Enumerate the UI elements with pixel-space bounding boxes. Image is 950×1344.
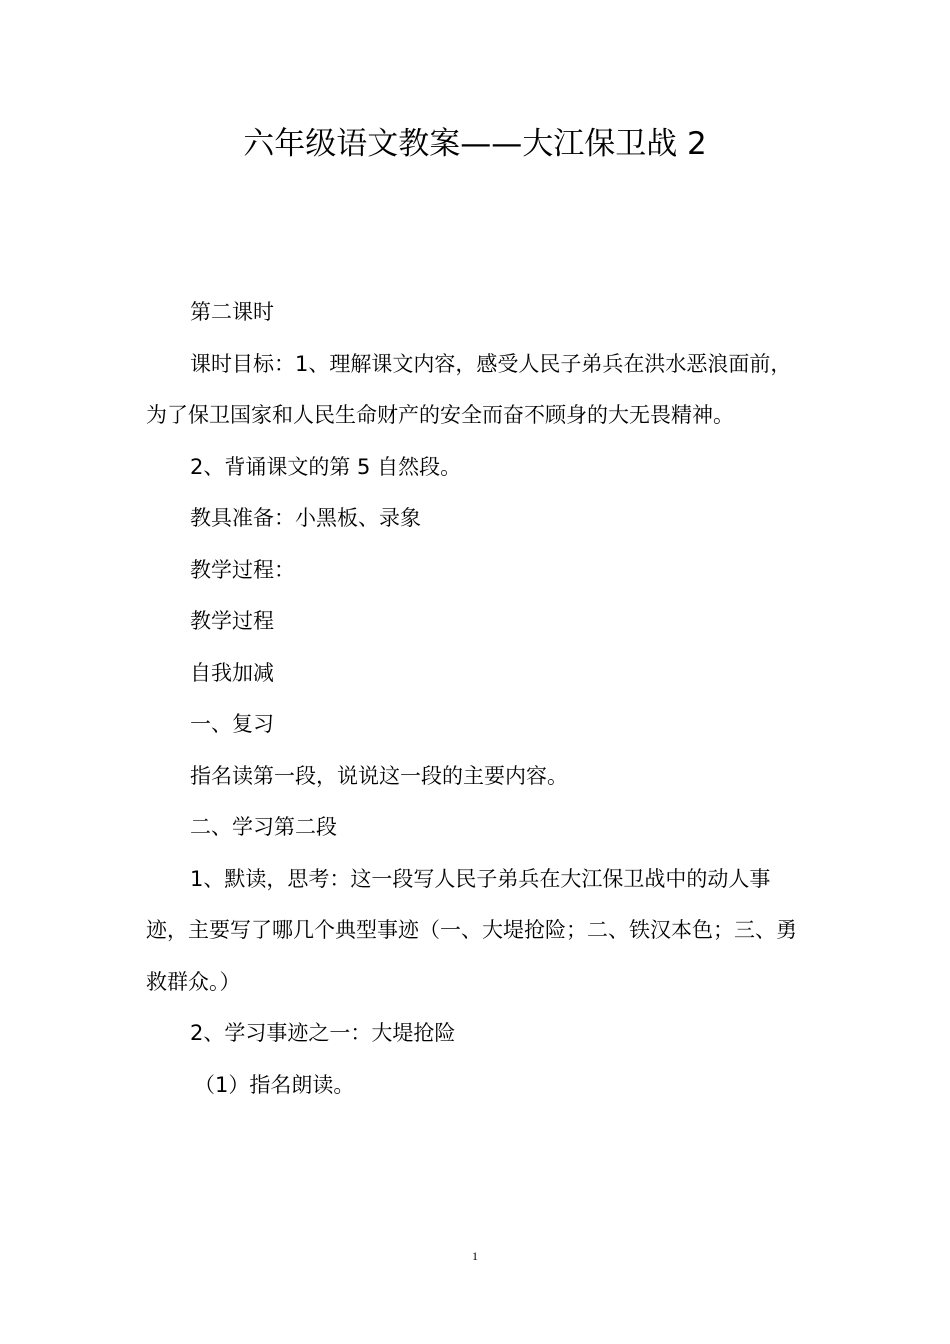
- page-number: 1: [472, 1249, 478, 1263]
- paragraph-lesson-period: 第二课时: [190, 300, 274, 324]
- paragraph-self-adjust: 自我加减: [190, 660, 274, 685]
- paragraph-lesson-goal-2: 2、背诵课文的第 5 自然段。: [190, 454, 462, 479]
- paragraph-silent-reading: 1、默读，思考：这一段写人民子弟兵在大江保卫战中的动人事迹，主要写了哪几个典型事迹（一、大堤抢险；二、铁汉本色；三、勇救群众。）: [146, 866, 797, 994]
- paragraph-section-two-heading: 二、学习第二段: [190, 815, 337, 839]
- paragraph-review-task: 指名读第一段，说说这一段的主要内容。: [190, 763, 568, 788]
- paragraph-teaching-process: 教学过程: [190, 609, 274, 633]
- paragraph-lesson-goal-1: 课时目标：1、理解课文内容，感受人民子弟兵在洪水恶浪面前，为了保卫国家和人民生命财产的安全而奋不顾身的大无畏精神。: [146, 351, 792, 427]
- paragraph-review-heading: 一、复习: [190, 712, 274, 736]
- document-title: 六年级语文教案——大江保卫战 2: [243, 126, 707, 162]
- paragraph-teaching-aids: 教具准备：小黑板、录象: [190, 506, 421, 530]
- document-body: [146, 287, 810, 1111]
- paragraph-teaching-process-label: 教学过程：: [190, 557, 295, 582]
- paragraph-deed-one: 2、学习事迹之一：大堤抢险: [190, 1021, 456, 1045]
- paragraph-read-aloud: （1）指名朗读。: [194, 1072, 355, 1097]
